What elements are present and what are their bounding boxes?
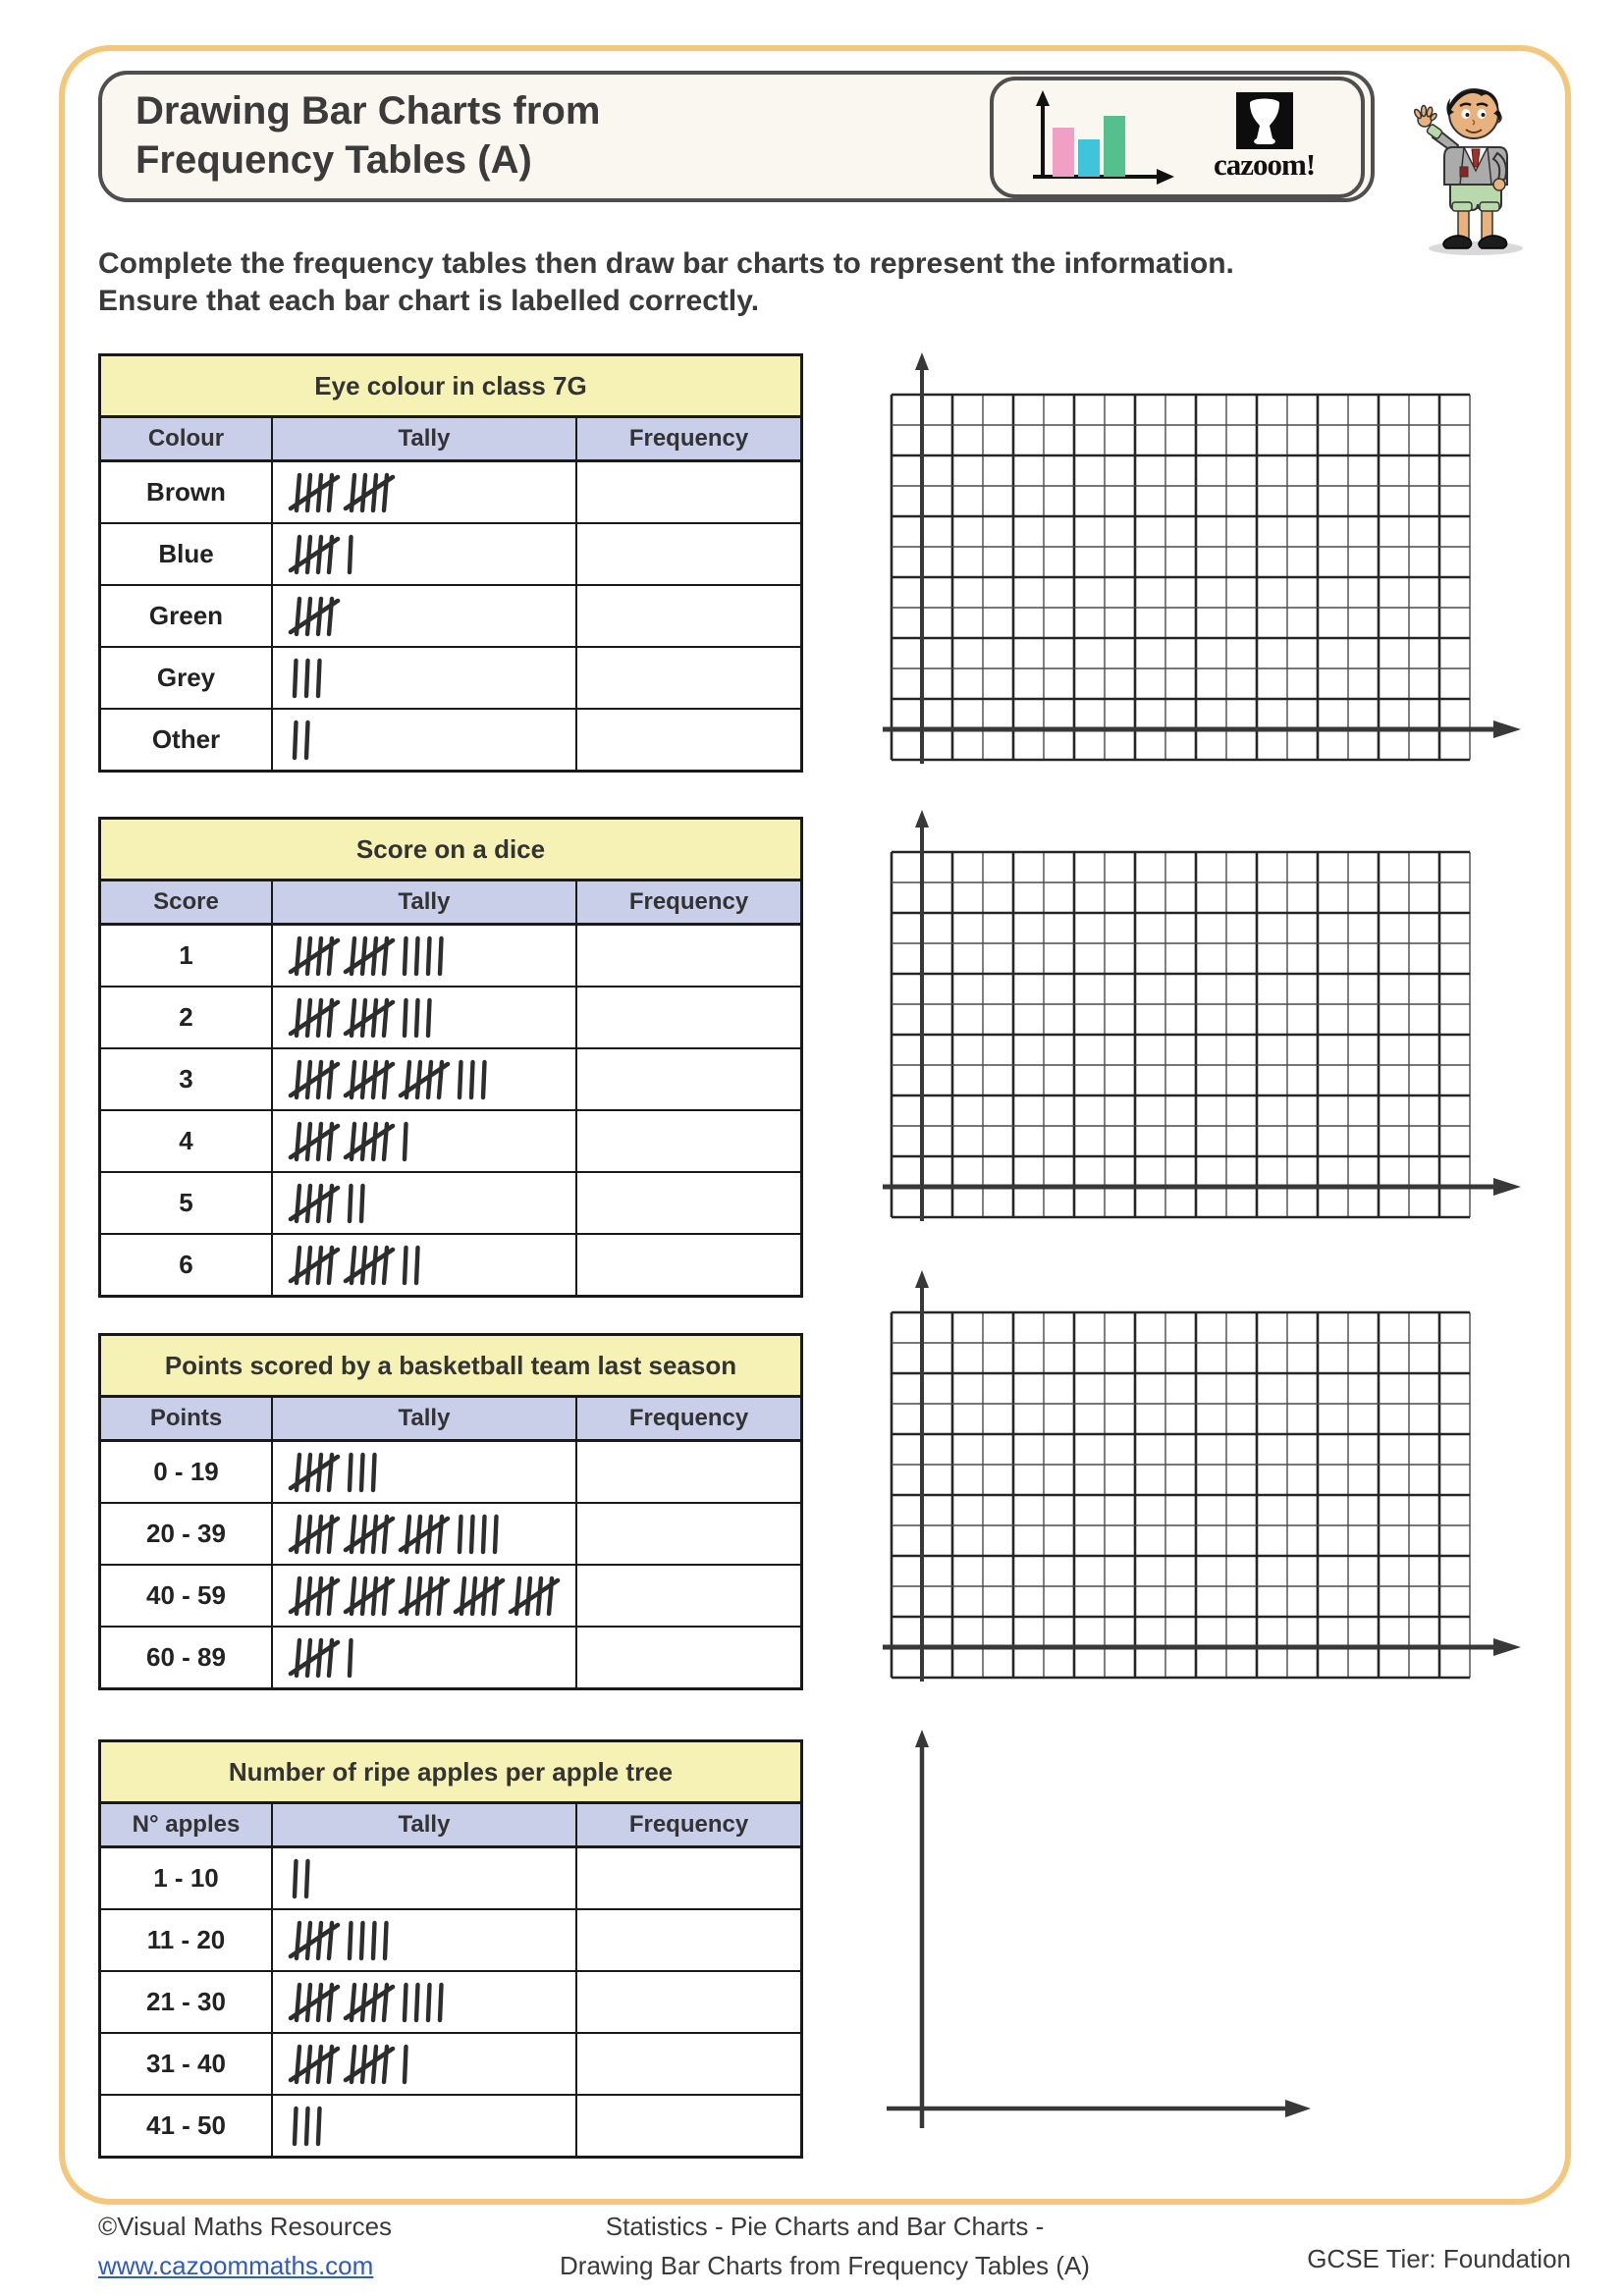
tally-marks bbox=[287, 1510, 505, 1559]
category-label: 0 - 19 bbox=[101, 1442, 273, 1502]
frequency-answer-cell[interactable] bbox=[577, 710, 800, 770]
table-title: Points scored by a basketball team last season bbox=[101, 1336, 800, 1398]
column-header-n-apples: N° apples bbox=[101, 1804, 273, 1845]
tally-cell bbox=[273, 1173, 577, 1233]
tally-marks bbox=[287, 1916, 395, 1965]
table-row bbox=[101, 988, 800, 1049]
table-row bbox=[101, 1566, 800, 1628]
table-title: Number of ripe apples per apple tree bbox=[101, 1742, 800, 1804]
table-title: Score on a dice bbox=[101, 820, 800, 881]
tally-cell bbox=[273, 1566, 577, 1626]
instructions-line2: Ensure that each bar chart is labelled correctly. bbox=[98, 285, 760, 317]
table-header-row bbox=[101, 1398, 800, 1442]
tally-cell bbox=[273, 1049, 577, 1109]
tally-cell bbox=[273, 2034, 577, 2094]
column-header-frequency: Frequency bbox=[628, 425, 749, 452]
category-label: 31 - 40 bbox=[101, 2034, 273, 2094]
bar-chart-grid-1[interactable] bbox=[879, 350, 1527, 773]
table-row bbox=[101, 1111, 800, 1173]
table-header-row bbox=[101, 1804, 800, 1848]
tally-cell bbox=[273, 710, 577, 770]
tally-cell bbox=[273, 524, 577, 584]
table-row bbox=[101, 462, 800, 524]
category-label: 60 - 89 bbox=[101, 1628, 273, 1687]
tally-marks bbox=[287, 654, 328, 703]
tally-marks bbox=[287, 1572, 568, 1621]
category-label: 21 - 30 bbox=[101, 1972, 273, 2032]
table-row bbox=[101, 710, 800, 770]
frequency-answer-cell[interactable] bbox=[577, 1442, 800, 1502]
category-label: Grey bbox=[101, 648, 273, 708]
table-row bbox=[101, 1972, 800, 2034]
tally-marks bbox=[287, 530, 359, 579]
tally-marks bbox=[287, 2102, 328, 2151]
instructions-line1: Complete the frequency tables then draw bar charts to represent the information. bbox=[98, 247, 1234, 280]
column-header-frequency: Frequency bbox=[628, 1811, 749, 1838]
column-header-tally: Tally bbox=[273, 1804, 577, 1845]
column-header-frequency: Frequency bbox=[628, 888, 749, 915]
table-row bbox=[101, 648, 800, 710]
category-label: 11 - 20 bbox=[101, 1910, 273, 1970]
cazoom-logo-text: cazoom! bbox=[1214, 147, 1316, 182]
tally-marks bbox=[287, 468, 403, 517]
table-row bbox=[101, 1848, 800, 1910]
frequency-table-2 bbox=[98, 817, 803, 1298]
column-header-tally: Tally bbox=[273, 881, 577, 923]
tally-cell bbox=[273, 1442, 577, 1502]
boy-character-illustration bbox=[1399, 71, 1551, 257]
frequency-answer-cell[interactable] bbox=[577, 926, 800, 986]
footer-tier: GCSE Tier: Foundation bbox=[1307, 2244, 1571, 2273]
column-header-tally: Tally bbox=[273, 418, 577, 459]
category-label: Green bbox=[101, 586, 273, 646]
category-label: Brown bbox=[101, 462, 273, 522]
frequency-answer-cell[interactable] bbox=[577, 1049, 800, 1109]
instructions bbox=[98, 245, 1473, 320]
category-label: 4 bbox=[101, 1111, 273, 1171]
frequency-answer-cell[interactable] bbox=[577, 1111, 800, 1171]
tally-marks bbox=[287, 1055, 493, 1104]
tally-marks bbox=[287, 1633, 359, 1682]
frequency-answer-cell[interactable] bbox=[577, 2034, 800, 2094]
tally-cell bbox=[273, 1972, 577, 2032]
cazoom-logo bbox=[1214, 92, 1315, 183]
cazoom-logo-box bbox=[990, 77, 1365, 198]
table-row bbox=[101, 2096, 800, 2156]
table-row bbox=[101, 586, 800, 648]
tally-cell bbox=[273, 1504, 577, 1564]
blank-axes-chart[interactable] bbox=[879, 1728, 1330, 2140]
table-row bbox=[101, 2034, 800, 2096]
copyright-text: ©Visual Maths Resources bbox=[98, 2212, 393, 2241]
tally-cell bbox=[273, 462, 577, 522]
frequency-answer-cell[interactable] bbox=[577, 988, 800, 1047]
category-label: Other bbox=[101, 710, 273, 770]
bar-chart-grid-3[interactable] bbox=[879, 1268, 1527, 1690]
tally-marks bbox=[287, 1448, 383, 1497]
tally-marks bbox=[287, 716, 316, 765]
category-label: 3 bbox=[101, 1049, 273, 1109]
tally-cell bbox=[273, 988, 577, 1047]
frequency-answer-cell[interactable] bbox=[577, 1173, 800, 1233]
category-label: 1 bbox=[101, 926, 273, 986]
cazoommaths-link[interactable]: www.cazoommaths.com bbox=[98, 2251, 374, 2280]
page-title-line1: Drawing Bar Charts from bbox=[135, 89, 601, 133]
category-label: 5 bbox=[101, 1173, 273, 1233]
table-header-row bbox=[101, 418, 800, 462]
page-title-line2: Frequency Tables (A) bbox=[135, 138, 532, 182]
frequency-answer-cell[interactable] bbox=[577, 2096, 800, 2156]
frequency-answer-cell[interactable] bbox=[577, 1972, 800, 2032]
table-row bbox=[101, 1442, 800, 1504]
bar-chart-icon bbox=[1021, 88, 1178, 187]
page-title bbox=[135, 86, 600, 185]
column-header-tally: Tally bbox=[273, 1398, 577, 1439]
table-row bbox=[101, 1049, 800, 1111]
frequency-answer-cell[interactable] bbox=[577, 462, 800, 522]
column-header-colour: Colour bbox=[101, 418, 273, 459]
tally-cell bbox=[273, 1910, 577, 1970]
category-label: 1 - 10 bbox=[101, 1848, 273, 1908]
frequency-table-1 bbox=[98, 353, 803, 773]
footer-center bbox=[471, 2207, 1178, 2285]
table-row bbox=[101, 926, 800, 988]
tally-marks bbox=[287, 932, 450, 981]
category-label: Blue bbox=[101, 524, 273, 584]
frequency-answer-cell[interactable] bbox=[577, 648, 800, 708]
tally-cell bbox=[273, 926, 577, 986]
footer-topic-line2: Drawing Bar Charts from Frequency Tables (A) bbox=[560, 2251, 1090, 2280]
column-header-frequency: Frequency bbox=[628, 1405, 749, 1431]
frequency-answer-cell[interactable] bbox=[577, 524, 800, 584]
category-label: 41 - 50 bbox=[101, 2096, 273, 2156]
tally-marks bbox=[287, 1179, 371, 1228]
tally-marks bbox=[287, 1978, 450, 2027]
tally-marks bbox=[287, 993, 438, 1042]
frequency-answer-cell[interactable] bbox=[577, 1566, 800, 1626]
frequency-table-3 bbox=[98, 1333, 803, 1690]
frequency-answer-cell[interactable] bbox=[577, 1910, 800, 1970]
bar-chart-grid-2[interactable] bbox=[879, 808, 1527, 1230]
tally-cell bbox=[273, 648, 577, 708]
table-row bbox=[101, 1504, 800, 1566]
tally-marks bbox=[287, 592, 348, 641]
category-label: 40 - 59 bbox=[101, 1566, 273, 1626]
tally-cell bbox=[273, 1848, 577, 1908]
tally-marks bbox=[287, 1241, 426, 1290]
category-label: 20 - 39 bbox=[101, 1504, 273, 1564]
table-title: Eye colour in class 7G bbox=[101, 356, 800, 418]
frequency-answer-cell[interactable] bbox=[577, 586, 800, 646]
tally-cell bbox=[273, 1111, 577, 1171]
table-row bbox=[101, 1235, 800, 1295]
footer-topic-line1: Statistics - Pie Charts and Bar Charts - bbox=[605, 2212, 1045, 2241]
tally-marks bbox=[287, 1854, 316, 1903]
tally-cell bbox=[273, 2096, 577, 2156]
tally-marks bbox=[287, 1117, 414, 1166]
frequency-answer-cell[interactable] bbox=[577, 1235, 800, 1295]
category-label: 2 bbox=[101, 988, 273, 1047]
table-header-row bbox=[101, 881, 800, 926]
frequency-answer-cell[interactable] bbox=[577, 1848, 800, 1908]
tally-cell bbox=[273, 586, 577, 646]
table-row bbox=[101, 1173, 800, 1235]
tally-cell bbox=[273, 1628, 577, 1687]
frequency-table-4 bbox=[98, 1739, 803, 2159]
column-header-points: Points bbox=[101, 1398, 273, 1439]
table-row bbox=[101, 1910, 800, 1972]
frequency-answer-cell[interactable] bbox=[577, 1628, 800, 1687]
frequency-answer-cell[interactable] bbox=[577, 1504, 800, 1564]
table-row bbox=[101, 1628, 800, 1687]
tally-marks bbox=[287, 2040, 414, 2089]
column-header-score: Score bbox=[101, 881, 273, 923]
tally-cell bbox=[273, 1235, 577, 1295]
table-row bbox=[101, 524, 800, 586]
djembe-drum-icon bbox=[1236, 92, 1293, 149]
category-label: 6 bbox=[101, 1235, 273, 1295]
footer-left bbox=[98, 2207, 392, 2285]
